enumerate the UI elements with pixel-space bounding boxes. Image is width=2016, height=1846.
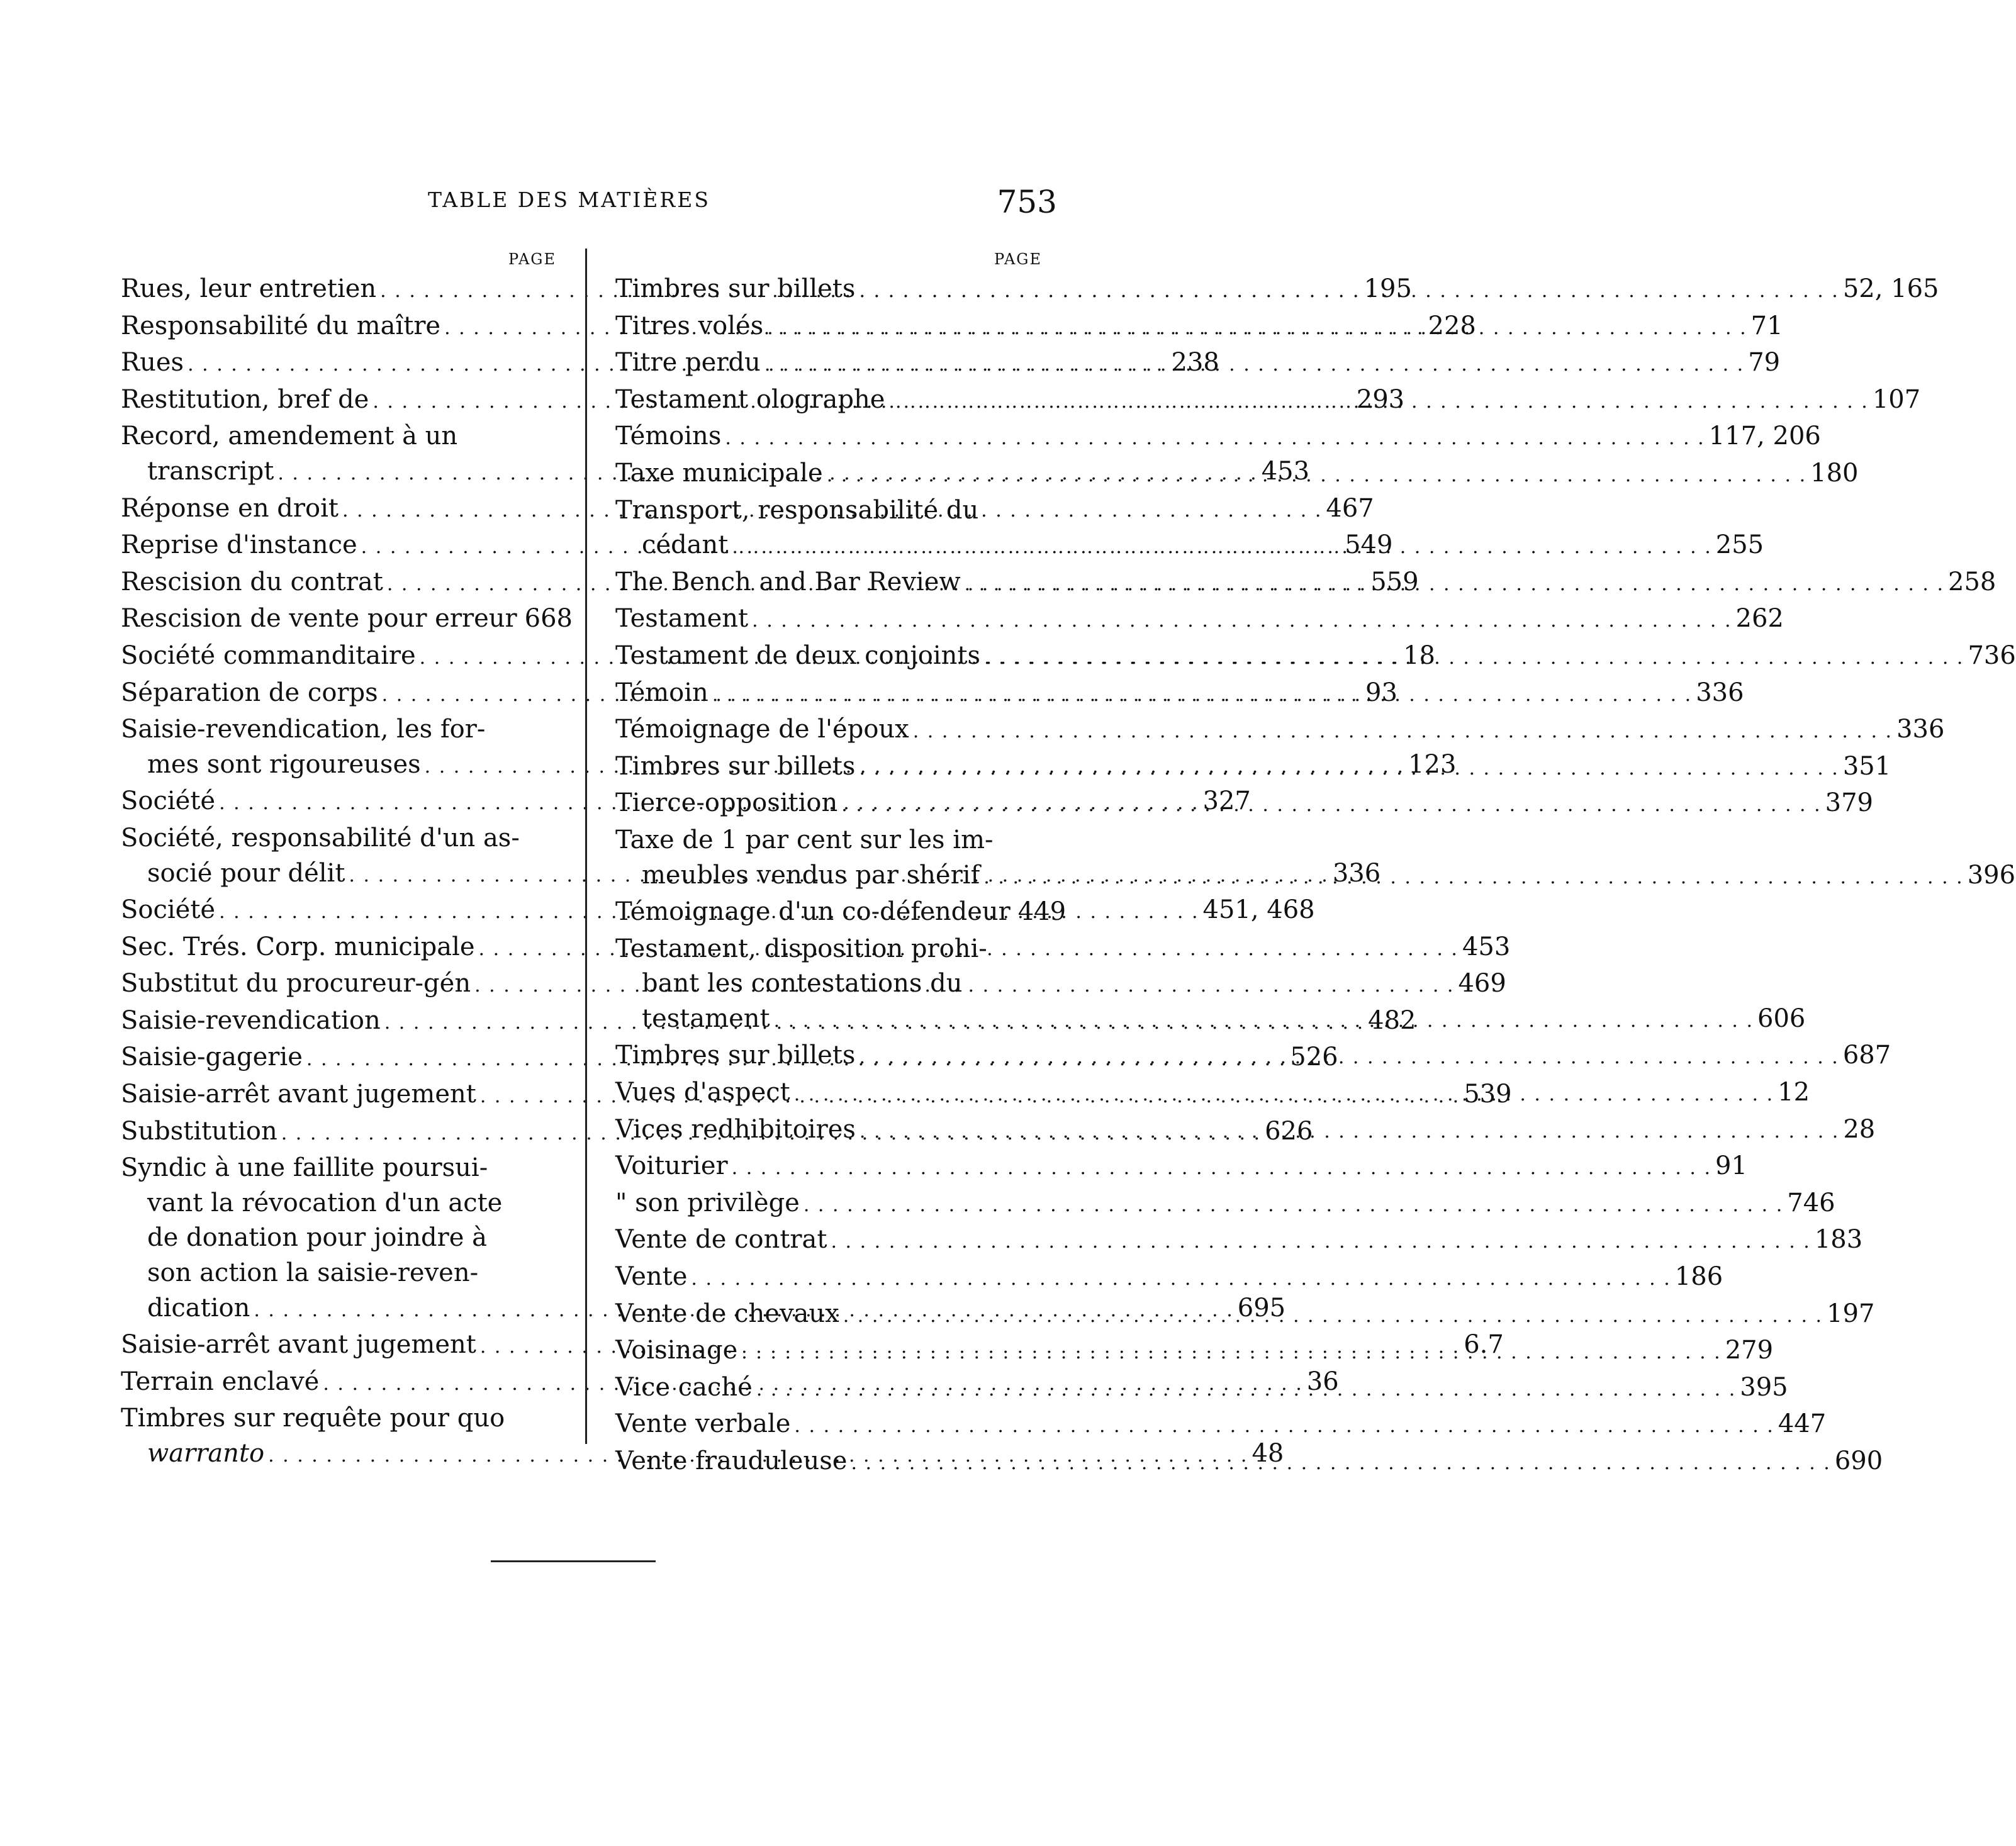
index-entry-page: 447	[1778, 1409, 1827, 1439]
index-entry-page: 336	[1896, 715, 1945, 744]
index-entry-text: bant les contestations du	[642, 969, 963, 999]
index-entry-text: dication	[147, 1293, 250, 1323]
index-entry-line	[121, 712, 556, 747]
dot-leader	[841, 786, 1821, 823]
index-entry-text: Vues d'aspect	[615, 1078, 790, 1107]
index-entry-page: 91	[1715, 1151, 1747, 1181]
index-entry-text: Taxe de 1 par cent sur les im-	[615, 825, 994, 854]
index-entry-page: 117, 206	[1708, 422, 1821, 451]
index-entry-page: 18	[1403, 641, 1435, 670]
index-entry-text: Vente verbale	[615, 1409, 791, 1439]
dot-leader	[794, 1075, 1774, 1112]
dot-leader	[767, 309, 1747, 346]
index-entry-page: 736	[1968, 641, 2016, 670]
index-entry	[615, 419, 1821, 456]
index-entry-page: 351	[1842, 751, 1891, 781]
footer-rule	[491, 1560, 656, 1562]
index-entry-text: Vice caché	[615, 1372, 753, 1402]
index-entry-text: cédant	[642, 530, 729, 560]
index-entry-text: Rescision de vente pour erreur	[121, 604, 517, 634]
index-entry-line	[615, 1149, 1747, 1186]
index-entry-page: 228	[1428, 311, 1476, 340]
index-entry-page: 559	[1370, 567, 1419, 596]
index-entry-text: Vente de chevaux	[615, 1299, 839, 1328]
dot-leader	[831, 1222, 1810, 1260]
index-entry-text: Rues, leur entretien	[121, 274, 377, 303]
dot-leader	[827, 456, 1806, 493]
dot-leader	[741, 1333, 1721, 1370]
index-entry-page: 668	[524, 604, 573, 634]
index-entry-page: 12	[1778, 1078, 1810, 1107]
index-entry-text: Société commanditaire	[121, 641, 416, 670]
index-entry-line	[121, 1256, 556, 1291]
index-entry-text: The Bench and Bar Review	[615, 567, 961, 596]
page-title: TABLE DES MATIÈRES	[428, 187, 710, 212]
page-column-label: PAGE	[508, 250, 556, 268]
dot-leader	[888, 383, 1868, 420]
dot-leader	[851, 1444, 1830, 1481]
dot-leader	[965, 565, 1944, 602]
index-entry-page: 549	[1345, 530, 1393, 560]
dot-leader	[752, 601, 1732, 639]
index-entry-text: Réponse en droit	[121, 493, 339, 523]
index-entry-line	[121, 1151, 556, 1186]
index-entry-text: Transport, responsabilité du	[615, 495, 979, 525]
dot-leader	[859, 272, 1839, 309]
index-entry-text: Société	[121, 786, 216, 816]
index-entry-text: Saisie-gagerie	[121, 1043, 303, 1072]
index-entry-text: Titres volés	[615, 311, 764, 340]
index-entry	[615, 1260, 1723, 1297]
index-entry-page: 336	[1696, 678, 1744, 707]
index-entry-text: Voisinage	[615, 1336, 738, 1365]
index-entry-text: Témoin	[615, 678, 708, 707]
index-entry-page: 36	[1306, 1367, 1339, 1396]
dot-leader	[984, 639, 1964, 676]
index-entry-text: Voiturier	[615, 1151, 728, 1181]
index-entry-text: Témoignage d'un co-défendeur	[615, 897, 1011, 927]
index-entry-line	[615, 1407, 1827, 1444]
index-entry-page: 327	[1202, 786, 1251, 816]
page-number: 753	[997, 184, 1057, 220]
index-entry-page: 52, 165	[1842, 274, 1939, 303]
index-entry-line	[615, 493, 1042, 529]
dot-leader	[859, 1038, 1839, 1075]
index-entry-page: 746	[1787, 1188, 1835, 1217]
index-entry-line	[615, 419, 1821, 456]
index-entry	[615, 1149, 1747, 1186]
index-entry-text: Record, amendement à un	[121, 422, 458, 451]
index-entry-text: Rues	[121, 348, 184, 378]
index-entry-line	[615, 1260, 1723, 1297]
index-entry-text: Syndic à une faillite poursui-	[121, 1153, 488, 1183]
dot-leader	[725, 419, 1705, 456]
index-entry-text: son action la saisie-reven-	[147, 1258, 479, 1288]
index-entry-page: 336	[1332, 858, 1381, 888]
index-entry-text: Rescision du contrat	[121, 567, 383, 596]
index-entry-text: warranto	[147, 1439, 265, 1468]
index-entry-text: Restitution, bref de	[121, 384, 369, 414]
index-entry-text: Témoins	[615, 422, 722, 451]
dot-leader	[843, 1297, 1823, 1334]
index-entry-text: Timbres sur requête pour quo	[121, 1404, 505, 1433]
index-entry-page: 48	[1252, 1439, 1284, 1468]
index-entry-line	[121, 821, 556, 856]
index-entry	[121, 601, 573, 639]
dot-leader	[794, 1407, 1774, 1444]
index-entry-text: Reprise d'instance	[121, 530, 357, 560]
index-entry-page: 293	[1356, 384, 1405, 414]
index-entry-text: Société	[121, 895, 216, 925]
index-entry-text: Testament, disposition prohi-	[615, 934, 987, 963]
index-entry-page: 606	[1757, 1004, 1806, 1033]
index-entry-page: 526	[1290, 1043, 1338, 1072]
index-entry-page: 186	[1674, 1262, 1723, 1292]
index-entry-page: 469	[1458, 969, 1506, 999]
index-entry-text: Saisie-arrêt avant jugement	[121, 1080, 476, 1109]
index-entry-text: Société, responsabilité d'un as-	[121, 823, 520, 853]
index-entry-text: de donation pour joindre à	[147, 1223, 487, 1253]
index-entry-page: 255	[1715, 530, 1764, 560]
index-entry-line	[615, 601, 1784, 639]
dot-leader	[913, 712, 1893, 749]
index-entry-page: 379	[1825, 788, 1874, 818]
dot-leader	[859, 749, 1839, 786]
index-entry-page: 279	[1725, 1336, 1774, 1365]
column-divider	[585, 249, 587, 1444]
index-entry-page: 238	[1171, 348, 1219, 378]
dot-leader	[691, 1260, 1671, 1297]
index-entry-page: 690	[1834, 1446, 1883, 1475]
index-entry-page: 626	[1265, 1116, 1313, 1146]
index-entry-page: 180	[1810, 458, 1859, 488]
index-entry-text: Testament olographe	[615, 384, 885, 414]
index-entry-page: 395	[1740, 1372, 1788, 1402]
index-entry-text: Séparation de corps	[121, 678, 378, 707]
index-entry-text: Substitution	[121, 1116, 277, 1146]
dot-leader	[756, 1370, 1736, 1407]
index-entry-line	[121, 419, 556, 454]
index-entry-page: 262	[1735, 604, 1784, 634]
index-entry-page: 71	[1750, 311, 1783, 340]
index-entry-text: Vente de contrat	[615, 1225, 827, 1255]
dot-leader	[860, 1112, 1839, 1150]
index-entry-text: Timbres sur billets	[615, 274, 856, 303]
index-entry-page: 93	[1365, 678, 1397, 707]
index-entry-text: Testament de deux conjoints	[615, 641, 981, 670]
index-entry-page: 453	[1261, 456, 1310, 486]
index-entry-text: Vices redhibitoires	[615, 1114, 856, 1144]
index-entry-page: 197	[1827, 1299, 1875, 1328]
index-entry-text: meubles vendus par shérif	[642, 860, 980, 890]
index-entry-page: 453	[1462, 932, 1511, 961]
index-entry-page: 79	[1748, 348, 1781, 378]
index-entry	[615, 712, 1945, 749]
index-entry-text: Timbres sur billets	[615, 751, 856, 781]
index-entry-line	[615, 1186, 1835, 1223]
index-entry-page: 451, 468	[1202, 895, 1315, 925]
index-entry-page: 123	[1408, 749, 1457, 779]
dot-leader	[774, 1002, 1754, 1039]
index-entry-text: socié pour délit	[147, 858, 345, 888]
index-entry-page: 195	[1364, 274, 1412, 303]
index-entry-line	[121, 1186, 556, 1221]
index-entry-page: 695	[1237, 1293, 1286, 1323]
index-entry-text: Saisie-arrêt avant jugement	[121, 1330, 476, 1360]
index-entry-page: 258	[1948, 567, 1996, 596]
index-entry-page: 539	[1464, 1080, 1512, 1109]
index-entry-text: Taxe municipale	[615, 458, 823, 488]
dot-leader	[712, 676, 1692, 713]
index-entry-text: Saisie-revendication	[121, 1005, 381, 1035]
index-entry-text: Titre perdu	[615, 348, 761, 378]
index-entry-page: 28	[1843, 1114, 1876, 1144]
index-entry-line	[121, 601, 573, 639]
index-entry-page: 687	[1842, 1041, 1891, 1070]
index-entry-text: testament	[642, 1004, 770, 1033]
index-entry-line	[615, 966, 1042, 1002]
index-entry-text: Substitut du procureur-gén	[121, 969, 471, 999]
index-entry-text: Terrain enclavé	[121, 1367, 320, 1396]
index-entry-line	[615, 932, 1042, 967]
dot-leader	[804, 1186, 1783, 1223]
index-entry-line	[121, 1221, 556, 1256]
index-entry-line	[615, 1222, 1863, 1260]
index-entry-line	[615, 712, 1945, 749]
index-entry-page: 482	[1368, 1005, 1416, 1035]
index-entry-text: Tierce-opposition	[615, 788, 838, 818]
index-entry	[615, 895, 1067, 932]
index-entry-line	[615, 823, 1042, 858]
index-entry-text: mes sont rigoureuses	[147, 749, 421, 779]
dot-leader	[983, 858, 1963, 895]
page-column-label: PAGE	[994, 250, 1042, 268]
index-entry-text: Vente	[615, 1262, 688, 1292]
index-entry-line	[615, 895, 1067, 932]
index-entry-text: vant la révocation d'un acte	[147, 1188, 503, 1217]
index-entry-page: 183	[1814, 1225, 1863, 1255]
index-entry-page: 467	[1326, 493, 1374, 523]
index-entry	[615, 1222, 1863, 1260]
index-entry-text: Sec. Trés. Corp. municipale	[121, 932, 475, 961]
index-entry-page: 107	[1872, 384, 1921, 414]
index-entry-text: Responsabilité du maître	[121, 311, 441, 340]
index-entry-text: transcript	[147, 456, 274, 486]
index-entry-text: Saisie-revendication, les for-	[121, 715, 486, 744]
dot-leader	[732, 1149, 1711, 1186]
index-entry	[615, 1407, 1827, 1444]
index-entry	[615, 1186, 1835, 1223]
index-entry-line	[121, 1401, 556, 1436]
index-entry-text: " son privilège	[615, 1188, 800, 1217]
page-header	[126, 184, 1057, 221]
index-entry-text: Testament	[615, 604, 749, 634]
index-entry	[615, 601, 1784, 639]
index-entry-page: 449	[1017, 897, 1067, 927]
index-entry-page: 6.7	[1464, 1330, 1504, 1360]
index-entry-page: 396	[1967, 860, 2016, 890]
index-entry-text: Témoignage de l'époux	[615, 715, 909, 744]
dot-leader	[732, 528, 1711, 565]
index-entry-text: Timbres sur billets	[615, 1041, 856, 1070]
dot-leader	[764, 345, 1744, 383]
index-entry-text: Vente frauduleuse	[615, 1446, 848, 1475]
